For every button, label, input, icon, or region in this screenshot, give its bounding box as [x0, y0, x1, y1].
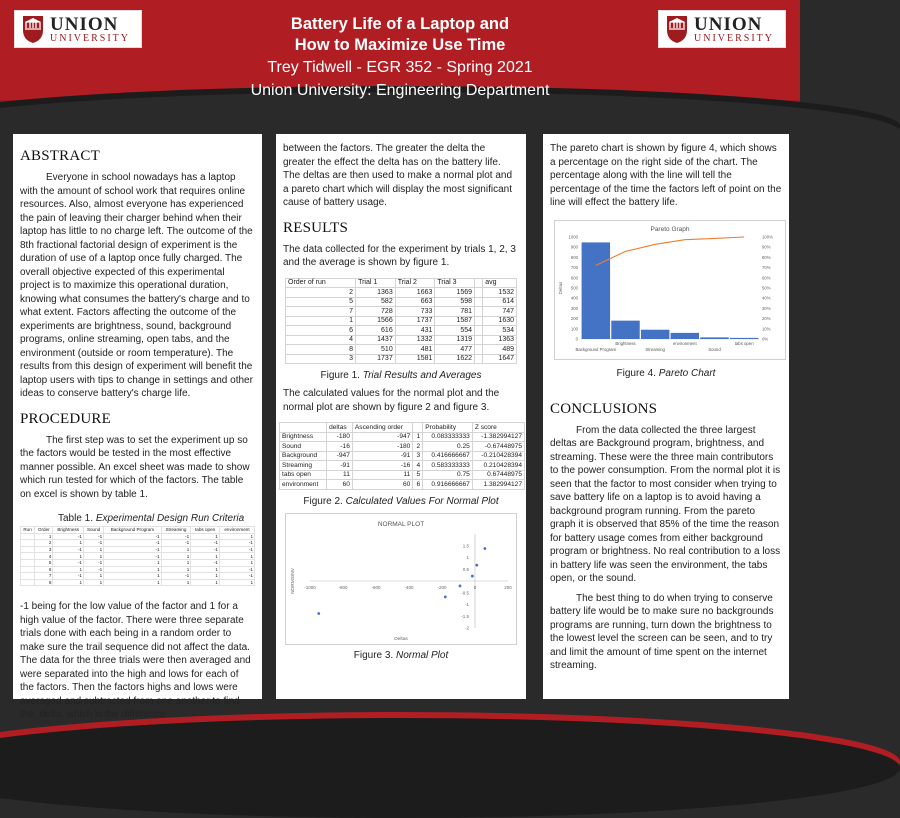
category-label: Brightness	[615, 340, 636, 346]
table-cell: 2	[286, 288, 356, 298]
normal-plot-box	[285, 513, 517, 645]
pareto-bar	[730, 337, 758, 338]
table-cell	[475, 297, 483, 307]
table-row	[280, 451, 525, 461]
table-cell: 1	[191, 573, 220, 580]
y2-tick-label: 70%	[762, 264, 771, 270]
y-tick-label: 800	[570, 254, 578, 260]
table-row	[280, 480, 525, 490]
table-row	[280, 470, 525, 480]
y2-tick-label: 60%	[762, 274, 771, 280]
table-cell: 0.67448975	[472, 470, 524, 480]
table-cell: 60	[352, 480, 412, 490]
table-cell: 1737	[395, 316, 435, 326]
table-cell: 7	[35, 573, 53, 580]
x-tick-label: -600	[371, 584, 381, 590]
calc-text: The calculated values for the normal plot and the normal plot are shown by figure 2 and figure 3.	[283, 388, 500, 413]
table-cell: 2	[413, 442, 423, 452]
procedure-text-2: -1 being for the low value of the factor and 1 for a high value of the factor. There were three separate trials done with each being in a random order to make sure the trail sequence did not affect the data. The data for the three trials were then averaged and were separated into the high and lows for each of the factors. Then the factors highs and lows were averaged and subtracted from one another to find the, delta, which is the difference	[20, 601, 251, 721]
table-row	[286, 288, 517, 298]
table-cell	[21, 559, 35, 566]
x-tick-label: -400	[404, 584, 414, 590]
table-cell: 489	[483, 345, 517, 355]
pareto-bar	[582, 242, 610, 339]
table-row	[21, 546, 255, 553]
pareto-text: The pareto chart is shown by figure 4, which shows a percentage on the right side of the chart. The percentage along with the line will tell the percentage of the time the factors left of point on the line will effect the battery life.	[550, 143, 782, 208]
table-cell: 6	[35, 566, 53, 573]
table-cell: -1	[84, 540, 104, 547]
table-cell: -91	[352, 451, 412, 461]
table-row	[280, 461, 525, 471]
table-cell: 1	[104, 559, 161, 566]
table1-caption: Table 1. Experimental Design Run Criteria	[58, 513, 245, 524]
table-row	[21, 559, 255, 566]
table-cell: 11	[327, 470, 353, 480]
table-cell: 3	[35, 546, 53, 553]
table-cell: 1.382994127	[472, 480, 524, 490]
table-cell: -1	[53, 559, 84, 566]
y-tick-label: -2	[464, 625, 469, 630]
pareto-chart-box	[554, 220, 786, 360]
data-point	[444, 595, 447, 598]
table-cell: -1	[53, 533, 84, 540]
footer-band-dark	[0, 718, 900, 818]
trial-table	[285, 278, 517, 365]
table-cell: 8	[35, 579, 53, 586]
table-cell: 4	[286, 335, 356, 345]
table-cell: 1	[413, 432, 423, 442]
table-cell	[475, 345, 483, 355]
table-cell: -1	[219, 573, 254, 580]
table-cell: 0.416666667	[423, 451, 473, 461]
table-cell: -1	[161, 573, 191, 580]
table-header-cell: Z score	[472, 423, 524, 433]
table-cell: 7	[286, 307, 356, 317]
table-cell: -1.382994127	[472, 432, 524, 442]
table-cell: -1	[161, 533, 191, 540]
x-axis-label: Deltas	[394, 636, 408, 642]
table-header-cell: Probability	[423, 423, 473, 433]
table-cell	[21, 573, 35, 580]
table-cell	[475, 354, 483, 364]
y2-tick-label: 40%	[762, 295, 771, 301]
calc-table	[279, 422, 525, 490]
union-logo-left	[14, 10, 142, 48]
table-cell: -1	[53, 546, 84, 553]
table-cell: 510	[356, 345, 396, 355]
table-cell: 477	[435, 345, 475, 355]
table-cell: 1737	[356, 354, 396, 364]
table-cell: -947	[352, 432, 412, 442]
table-cell: 1	[161, 579, 191, 586]
table-cell: 6	[413, 480, 423, 490]
table-cell: -0.67448975	[472, 442, 524, 452]
cumulative-line	[596, 237, 744, 265]
figure1-caption: Figure 1. Trial Results and Averages	[320, 370, 482, 381]
figure4-caption: Figure 4. Pareto Chart	[616, 367, 716, 379]
table-cell: 1569	[435, 288, 475, 298]
table-cell: 0.25	[423, 442, 473, 452]
y-tick-label: -1	[464, 601, 469, 607]
y-tick-label: 1	[466, 554, 469, 560]
table-cell: 1	[84, 573, 104, 580]
y-tick-label: -1.5	[461, 613, 469, 619]
results-text: The data collected for the experiment by trials 1, 2, 3 and the average is shown by figure 1.	[283, 243, 516, 268]
pareto-bar	[671, 332, 699, 338]
column-left	[13, 134, 262, 721]
chart-title: NORMAL PLOT	[377, 520, 425, 528]
table-cell: 1	[219, 553, 254, 560]
table-cell: Background	[280, 451, 327, 461]
table-header-cell: Background Program	[104, 527, 161, 534]
table-cell: 0.75	[423, 470, 473, 480]
table-cell: -1	[84, 533, 104, 540]
table-header-cell: Trial 2	[395, 278, 435, 288]
department-line: Union University: Engineering Department	[250, 82, 550, 99]
conclusions-text-2: The best thing to do when trying to conserve battery life would be to make sure no backgrounds programs are running, turn down the brightness to the lowest level the screen can be seen, and to try and limit the amount of time spent on the internet streaming.	[550, 592, 774, 671]
table-cell: -1	[219, 566, 254, 573]
table-cell: 1622	[435, 354, 475, 364]
table-cell: 6	[286, 326, 356, 336]
y-tick-label: 300	[570, 305, 578, 311]
table-cell: 1	[219, 533, 254, 540]
table-row	[286, 335, 517, 345]
y-axis-label: NORMSINV	[291, 567, 296, 594]
y-tick-label: 1.5	[462, 542, 469, 548]
table-header-cell: Trial 1	[356, 278, 396, 288]
table-cell: 1	[219, 559, 254, 566]
table-cell: 4	[35, 553, 53, 560]
table-cell: -1	[104, 546, 161, 553]
table-cell	[21, 540, 35, 547]
author-line: Trey Tidwell - EGR 352 - Spring 2021	[267, 59, 533, 76]
table-cell: 4	[413, 461, 423, 471]
table-row	[21, 533, 255, 540]
table-cell: 1	[53, 553, 84, 560]
abstract-text: Everyone in school nowadays has a laptop with the amount of school work that requires online resources. Also, almost everyone has experienced the pain of leaving their charger behind when their laptop has little to no charge left. The outcome of the 8th fractional factorial design of experiment is the duration of use of a laptop once fully charged. The overall objective expected of this experimental project is to maximize this operational duration, knowing what consumes the battery's charge and to what extent. Factors affecting the outcome of the experiments are brightness, sound, background programs, online streaming, open tabs, and the environment (outside or room temperature). The results from this design of experiment will benefit the laptop users with tips to change in settings and other ideas to conserve battery's charge life.	[20, 172, 253, 399]
category-label: Sound	[708, 346, 721, 352]
table-row	[280, 442, 525, 452]
table-header-cell	[413, 423, 423, 433]
table-cell: 1	[191, 579, 220, 586]
data-point	[475, 563, 478, 566]
table-row	[286, 297, 517, 307]
table-cell: 1587	[435, 316, 475, 326]
pareto-bar	[611, 320, 639, 338]
table-cell: 5	[413, 470, 423, 480]
y-tick-label: 200	[570, 315, 578, 321]
table-header-cell: Ascending order	[352, 423, 412, 433]
y-tick-label: 700	[570, 264, 578, 270]
y2-tick-label: 90%	[762, 244, 771, 250]
category-label: Streaming	[645, 346, 665, 352]
y2-tick-label: 30%	[762, 305, 771, 311]
table-cell: Streaming	[280, 461, 327, 471]
table-cell: 1	[84, 546, 104, 553]
y2-tick-label: 20%	[762, 315, 771, 321]
pareto-bar	[700, 337, 728, 339]
data-point	[484, 547, 487, 550]
table-cell: -1	[53, 573, 84, 580]
table-cell: 1319	[435, 335, 475, 345]
table-cell: -1	[84, 559, 104, 566]
crest-icon	[665, 14, 689, 44]
table-cell: 3	[286, 354, 356, 364]
table-header-cell: Trial 3	[435, 278, 475, 288]
column-right	[543, 134, 789, 699]
table-cell: 582	[356, 297, 396, 307]
table-cell: 1647	[483, 354, 517, 364]
procedure-heading: PROCEDURE	[20, 410, 111, 427]
x-tick-label: -200	[437, 584, 447, 590]
table-row	[21, 553, 255, 560]
figure3-caption: Figure 3. Normal Plot	[353, 649, 449, 661]
table-cell	[21, 579, 35, 586]
table-header-cell: tabs open	[191, 527, 220, 534]
table-row	[21, 579, 255, 586]
table-cell: 0.583333333	[423, 461, 473, 471]
table-cell: 431	[395, 326, 435, 336]
table-header-cell: avg	[483, 278, 517, 288]
table-row	[21, 540, 255, 547]
table-cell: 1	[35, 533, 53, 540]
table-cell: 11	[352, 470, 412, 480]
table-cell: -1	[104, 533, 161, 540]
y2-tick-label: 0%	[762, 336, 769, 341]
table-header-cell: Brightness	[53, 527, 84, 534]
title-block	[160, 14, 640, 102]
table-header-cell: Sound	[84, 527, 104, 534]
table-cell: 1	[161, 553, 191, 560]
category-label: environment	[673, 340, 697, 346]
table-cell: -1	[191, 559, 220, 566]
table-cell: -947	[327, 451, 353, 461]
table-cell: 3	[413, 451, 423, 461]
category-label: tabs open	[734, 340, 754, 346]
conclusions-text-1: From the data collected the three largest deltas are Background program, brightness, and streaming. These were the three main contributors to the power consumption. From the normal plot it is seen that the factor to most consider when trying to save battery life on a laptop is to avoid having a background program running. From the pareto graph it is observed that 85% of the time the reason for battery usage comes from either background program or brightness. No real contribution to a loss in battery life was seen the environment, the tabs open, or the sound.	[550, 424, 781, 584]
table-cell: -1	[191, 546, 220, 553]
y-tick-label: -0.5	[461, 589, 469, 595]
table-cell: tabs open	[280, 470, 327, 480]
pareto-chart	[555, 221, 785, 359]
y-tick-label: 600	[570, 274, 578, 280]
table-row	[286, 345, 517, 355]
table-header-cell	[280, 423, 327, 433]
x-tick-label: 200	[504, 584, 512, 590]
table-row	[21, 573, 255, 580]
table-cell: environment	[280, 480, 327, 490]
table-cell: 1	[84, 553, 104, 560]
table-cell: 534	[483, 326, 517, 336]
logo-name: UNION	[50, 13, 119, 35]
column-middle	[276, 134, 526, 699]
poster-title-line2: How to Maximize Use Time	[294, 36, 506, 54]
table-cell: 1	[104, 579, 161, 586]
table-cell: 1663	[395, 288, 435, 298]
table-cell	[475, 307, 483, 317]
middle-text-continued: between the factors. The greater the delta the greater the effect the delta has on the battery life. The deltas are then used to make a normal plot and a pareto chart which will display the most significant cause of battery usage.	[283, 143, 513, 208]
table-cell: 1	[191, 533, 220, 540]
table-cell: -180	[352, 442, 412, 452]
table-cell: 663	[395, 297, 435, 307]
table-header-cell: Order of run	[286, 278, 356, 288]
table-cell: 554	[435, 326, 475, 336]
table-cell: 1	[286, 316, 356, 326]
table-header-cell	[475, 278, 483, 288]
y2-tick-label: 100%	[762, 234, 773, 239]
table-cell: 1	[161, 559, 191, 566]
table-cell: 1363	[483, 335, 517, 345]
table-cell: -1	[219, 540, 254, 547]
table-cell: 1363	[356, 288, 396, 298]
table-cell: 781	[435, 307, 475, 317]
table-cell: 1	[219, 579, 254, 586]
table-cell	[475, 326, 483, 336]
table-cell: -180	[327, 432, 353, 442]
figure2-caption: Figure 2. Calculated Values For Normal Plot	[303, 495, 499, 507]
logo-sub: UNIVERSITY	[694, 32, 774, 44]
table-header-row	[286, 278, 517, 288]
table-cell: 1	[161, 546, 191, 553]
table-header-row	[21, 527, 255, 534]
data-point	[317, 612, 320, 615]
table-cell: 1566	[356, 316, 396, 326]
table-cell: -16	[352, 461, 412, 471]
table-cell: 1581	[395, 354, 435, 364]
table-cell: -1	[191, 540, 220, 547]
table-cell: 2	[35, 540, 53, 547]
table-cell: 5	[35, 559, 53, 566]
x-tick-label: -1000	[304, 584, 316, 590]
table-cell: 1437	[356, 335, 396, 345]
crest-icon	[21, 14, 45, 44]
pareto-bar	[641, 329, 669, 338]
table-row	[286, 316, 517, 326]
table-cell: 1	[191, 566, 220, 573]
union-logo-right	[658, 10, 786, 48]
table-cell: 0.210428394	[472, 461, 524, 471]
poster-footer	[0, 700, 800, 747]
table-cell: 0.916666667	[423, 480, 473, 490]
table-cell: -1	[104, 540, 161, 547]
table-header-cell: deltas	[327, 423, 353, 433]
table-cell: 1	[53, 579, 84, 586]
table-cell: 747	[483, 307, 517, 317]
design-table	[20, 526, 255, 586]
table-cell: -1	[84, 566, 104, 573]
table-cell: 1630	[483, 316, 517, 326]
table-cell: 1	[104, 573, 161, 580]
y-axis-label: Deltas	[558, 281, 563, 294]
x-tick-label: -800	[338, 584, 348, 590]
table-cell	[21, 566, 35, 573]
conclusions-heading: CONCLUSIONS	[550, 400, 658, 417]
procedure-text: The first step was to set the experiment up so the factors would be tested in the most effective manner possible. An excel sheet was made to show which run tested for which of the factors. The table on excel is shown by table 1.	[20, 434, 250, 500]
table-cell: 728	[356, 307, 396, 317]
table-cell: 614	[483, 297, 517, 307]
abstract-heading: ABSTRACT	[20, 148, 100, 164]
chart-title: Pareto Graph	[650, 225, 690, 233]
table-cell: 1	[161, 566, 191, 573]
table-cell: -1	[219, 546, 254, 553]
table-row	[21, 566, 255, 573]
table-row	[286, 326, 517, 336]
x-tick-label: 0	[473, 584, 477, 590]
table-cell: 8	[286, 345, 356, 355]
table-cell	[475, 288, 483, 298]
table-cell	[21, 533, 35, 540]
table-cell	[475, 335, 483, 345]
y2-tick-label: 80%	[762, 254, 771, 260]
y-tick-label: 400	[570, 295, 578, 301]
table-row	[286, 354, 517, 364]
y-tick-label: 0	[575, 336, 578, 341]
table-cell: -91	[327, 461, 353, 471]
y-tick-label: 500	[570, 285, 578, 290]
table-header-cell: environment	[219, 527, 254, 534]
table-cell: 1532	[483, 288, 517, 298]
y-tick-label: 1000	[568, 234, 578, 239]
table-cell	[21, 546, 35, 553]
data-point	[471, 574, 474, 577]
table-cell: 1	[53, 540, 84, 547]
table-row	[286, 307, 517, 317]
table-cell: 60	[327, 480, 353, 490]
table-cell: Sound	[280, 442, 327, 452]
table-cell: 5	[286, 297, 356, 307]
poster-title-line1: Battery Life of a Laptop and	[290, 15, 510, 33]
table-cell: 481	[395, 345, 435, 355]
table-header-row	[280, 423, 525, 433]
y-tick-label: 900	[570, 244, 578, 250]
table-cell: -1	[161, 540, 191, 547]
table-cell	[21, 553, 35, 560]
table-cell: 1	[53, 566, 84, 573]
table-header-cell: Streaming	[161, 527, 191, 534]
table-cell	[475, 316, 483, 326]
y-tick-label: 100	[570, 325, 578, 331]
table-cell: -0.210428394	[472, 451, 524, 461]
table-cell: 1	[84, 579, 104, 586]
table-cell: 616	[356, 326, 396, 336]
table-cell: 1	[104, 566, 161, 573]
table-cell: 598	[435, 297, 475, 307]
table-header-cell: Order	[35, 527, 53, 534]
logo-name: UNION	[694, 13, 763, 35]
results-heading: RESULTS	[283, 219, 349, 236]
table-cell: 733	[395, 307, 435, 317]
table-cell: Brightness	[280, 432, 327, 442]
logo-sub: UNIVERSITY	[50, 32, 130, 44]
poster-header	[0, 0, 800, 124]
table-row	[280, 432, 525, 442]
table-cell: -16	[327, 442, 353, 452]
table-cell: -1	[104, 553, 161, 560]
table-cell: 1332	[395, 335, 435, 345]
table-cell: 0.083333333	[423, 432, 473, 442]
normal-plot	[286, 514, 516, 644]
y2-tick-label: 10%	[762, 325, 771, 331]
table-header-cell: Run	[21, 527, 35, 534]
table-cell: 1	[191, 553, 220, 560]
data-point	[459, 584, 462, 587]
y2-tick-label: 50%	[762, 285, 771, 290]
category-label: Background Program	[575, 346, 617, 352]
y-tick-label: 0.5	[462, 566, 469, 572]
